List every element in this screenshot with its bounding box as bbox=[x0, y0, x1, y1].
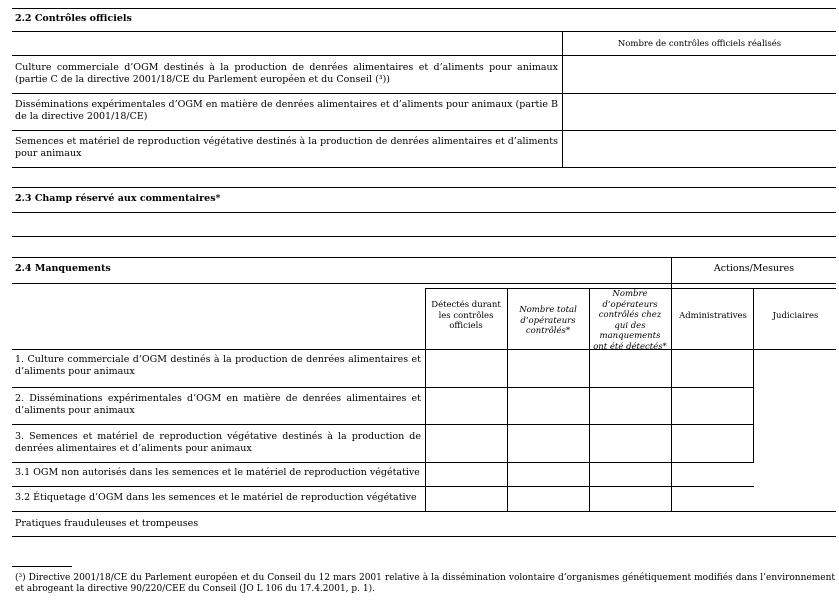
column-header-detected: Détectés durant les contrôles officiels bbox=[431, 300, 501, 331]
section-2-4-title: 2.4 Manquements bbox=[15, 263, 111, 274]
rule bbox=[12, 424, 754, 425]
column-divider bbox=[507, 288, 508, 511]
section-2-2-row-label: Culture commerciale d’OGM destinés à la production de denrées alimentaires et d’aliments pour animaux (partie C de la directive 2001/18/CE du Parlement européen et du Conseil (³)) bbox=[15, 62, 558, 85]
rule bbox=[12, 236, 836, 237]
rule bbox=[12, 31, 836, 32]
section-2-3-title: 2.3 Champ réservé aux commentaires* bbox=[15, 193, 221, 204]
rule bbox=[12, 8, 836, 9]
section-2-4-row-label: 2. Disséminations expérimentales d’OGM en matière de denrées alimentaires et d’aliments pour animaux bbox=[15, 393, 421, 416]
actions-measures-header: Actions/Mesures bbox=[713, 263, 795, 274]
section-2-4-row-label: 1. Culture commerciale d’OGM destinés à la production de denrées alimentaires et d’aliments pour animaux bbox=[15, 354, 421, 377]
section-2-4-row-label: 3.1 OGM non autorisés dans les semences et le matériel de reproduction végétative bbox=[15, 467, 420, 478]
rule bbox=[12, 349, 836, 350]
rule bbox=[12, 212, 836, 213]
section-2-2-title: 2.2 Contrôles officiels bbox=[15, 13, 132, 24]
rule bbox=[12, 462, 754, 463]
column-header-judicial: Judiciaires bbox=[772, 311, 819, 321]
rule bbox=[12, 257, 836, 258]
rule bbox=[12, 536, 836, 537]
footnote-separator bbox=[12, 566, 72, 567]
column-header-total-operators: Nombre total d’opérateurs contrôlés* bbox=[519, 305, 577, 336]
rule bbox=[12, 511, 836, 512]
section-2-2-row-label: Semences et matériel de reproduction végétative destinés à la production de denrées alimentaires et d’aliments pour animaux bbox=[15, 136, 558, 159]
column-header-administrative: Administratives bbox=[679, 311, 747, 321]
rule bbox=[12, 283, 836, 284]
column-divider bbox=[562, 31, 563, 167]
fraud-row-label: Pratiques frauduleuses et trompeuses bbox=[15, 518, 199, 529]
column-divider bbox=[671, 257, 672, 511]
rule bbox=[12, 187, 836, 188]
column-divider bbox=[425, 288, 426, 511]
rule bbox=[12, 55, 836, 56]
controls-count-header: Nombre de contrôles officiels réalisés bbox=[617, 39, 782, 49]
column-header-operators-with-noncompliance: Nombre d’opérateurs contrôlés chez qui des manquements ont été détectés* bbox=[593, 289, 667, 352]
column-divider bbox=[753, 288, 754, 463]
column-divider bbox=[589, 288, 590, 511]
section-2-2-row-label: Disséminations expérimentales d’OGM en matière de denrées alimentaires et d’aliments pour animaux (partie B de la directive 2001/18/CE) bbox=[15, 99, 558, 122]
section-2-4-row-label: 3. Semences et matériel de reproduction végétative destinés à la production de denrées alimentaires et d’aliments pour animaux bbox=[15, 431, 421, 454]
rule bbox=[12, 167, 836, 168]
rule bbox=[12, 387, 754, 388]
rule bbox=[12, 130, 836, 131]
rule bbox=[12, 486, 754, 487]
rule bbox=[12, 93, 836, 94]
section-2-4-row-label: 3.2 Étiquetage d’OGM dans les semences et le matériel de reproduction végétative bbox=[15, 492, 417, 503]
footnote-text: (³) Directive 2001/18/CE du Parlement européen et du Conseil du 12 mars 2001 relative à la dissémination volontaire d’organismes génétiquement modifiés dans l’environnement et abrogeant la directive 90/220/CEE du Conseil (JO L 106 du 17.4.2001, p. 1). bbox=[15, 573, 835, 594]
